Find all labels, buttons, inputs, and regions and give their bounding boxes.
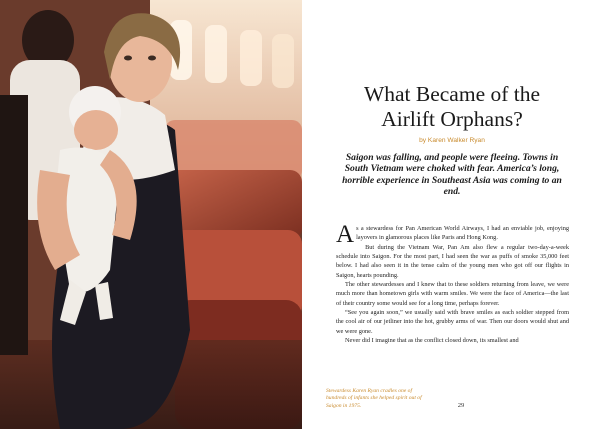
title-line-1: What Became of the [363,82,541,106]
paragraph-5: Never did I imagine that as the conflict closed down, its smallest and [345,337,519,345]
byline: by Karen Walker Ryan [419,137,485,144]
paragraph-2: But during the Vietnam War, Pan Am also flew a regular two-day-a-week schedule into Saigon. For the most part, I had seen the war as puffs of smoke 35,000 feet below. I had also seen it in the tense calm of the young men who got off our flights in Saigon, hearts pounding. [336,243,569,279]
paragraph-1-text: s a stewardess for Pan American World Airways, I had an enviable job, enjoying layovers in glamorous places like Paris and Hong Kong. [356,225,569,242]
article-body [336,221,569,345]
drop-cap: A [336,221,355,248]
page-number: 29 [457,402,465,409]
article-page [302,0,600,429]
paragraph-4: “See you again soon,” we usually said with brave smiles as each soldier stepped from the cool air of our jetliner into the hot, grubby arms of war. Then our doors would shut and we were gone. [336,309,569,335]
article-title [334,82,570,132]
deck: Saigon was falling, and people were fleeing. Towns in South Vietnam were choked with fear. America’s long, horrible experience in Southeast Asia was coming to an end. [342,152,562,198]
title-line-2: Airlift Orphans? [381,107,523,131]
paragraph-3: The other stewardesses and I knew that to these soldiers returning from leave, we were much more than hometown girls with warm smiles. We were the face of America—the last of their country some would see for a long time, perhaps forever. [336,281,569,307]
photo-caption: Stewardess Karen Ryan cradles one of hundreds of infants she helped spirit out of Saigon in 1975. [326,388,422,409]
paragraph-1 [336,221,569,248]
